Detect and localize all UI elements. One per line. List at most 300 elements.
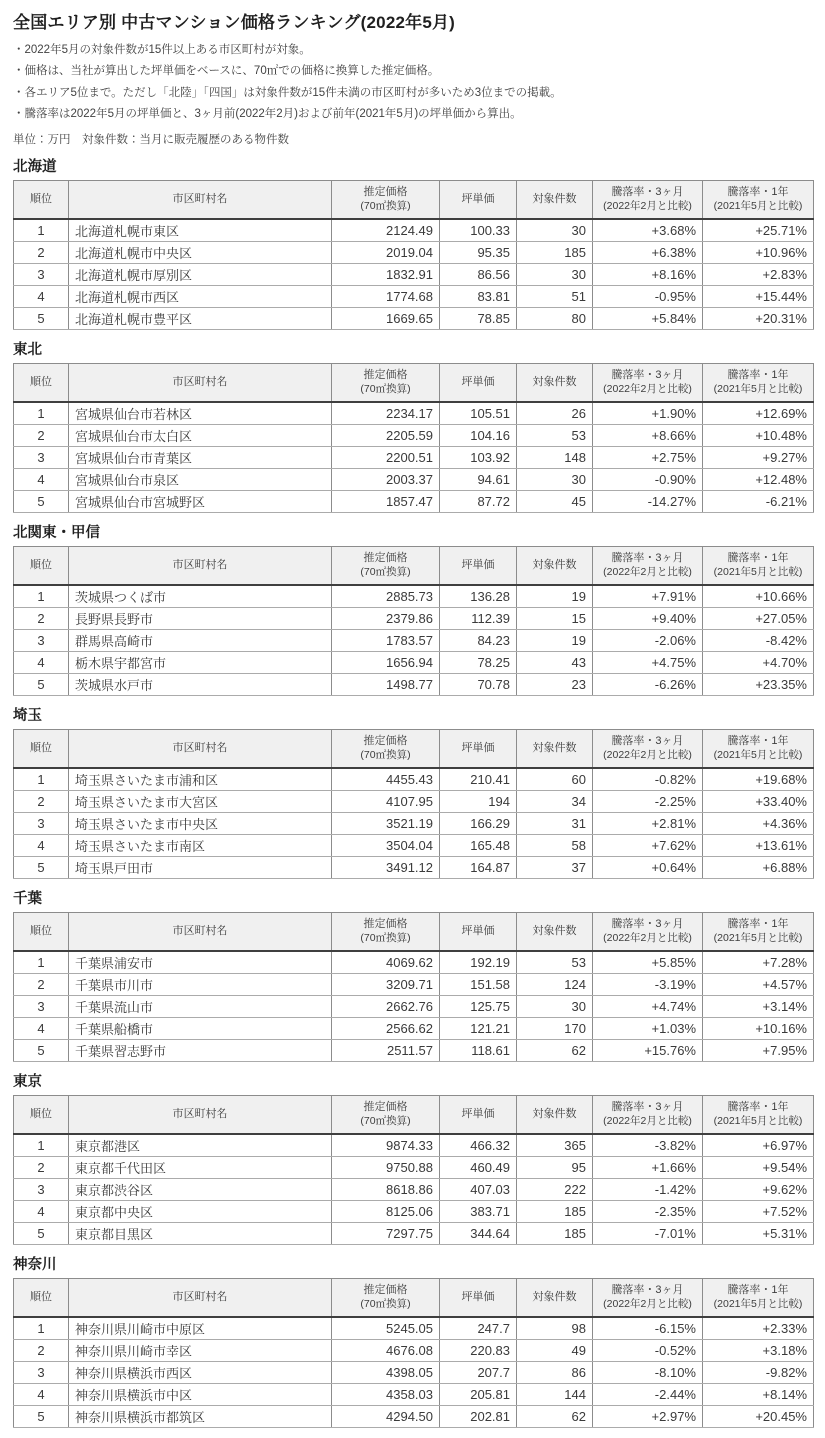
column-header-change_1y: 騰落率・1年 (2021年5月と比較) (703, 363, 814, 402)
region-title: 埼玉 (13, 707, 42, 724)
cell-count: 15 (517, 607, 593, 629)
cell-change_1y: +15.44% (703, 285, 814, 307)
cell-name: 東京都渋谷区 (69, 1178, 332, 1200)
table-row (14, 1339, 814, 1361)
table-row (14, 1039, 814, 1061)
column-header-name: 市区町村名 (69, 912, 332, 951)
cell-name: 神奈川県横浜市西区 (69, 1361, 332, 1383)
cell-count: 31 (517, 812, 593, 834)
cell-change_1y: +20.45% (703, 1405, 814, 1427)
header-row (14, 1095, 814, 1134)
cell-count: 86 (517, 1361, 593, 1383)
cell-price: 3209.71 (332, 973, 440, 995)
cell-count: 58 (517, 834, 593, 856)
cell-rank: 1 (14, 1134, 69, 1157)
cell-change_1y: +25.71% (703, 219, 814, 242)
cell-tsubo: 84.23 (440, 629, 517, 651)
cell-rank: 3 (14, 629, 69, 651)
table-row (14, 856, 814, 878)
cell-tsubo: 210.41 (440, 768, 517, 791)
cell-name: 東京都中央区 (69, 1200, 332, 1222)
cell-tsubo: 192.19 (440, 951, 517, 974)
column-header-change_3m: 騰落率・3ヶ月 (2022年2月と比較) (593, 729, 703, 768)
cell-name: 北海道札幌市豊平区 (69, 307, 332, 329)
cell-change_3m: +1.90% (593, 402, 703, 425)
cell-change_1y: +6.97% (703, 1134, 814, 1157)
cell-tsubo: 165.48 (440, 834, 517, 856)
column-header-change_3m: 騰落率・3ヶ月 (2022年2月と比較) (593, 363, 703, 402)
column-header-change_1y: 騰落率・1年 (2021年5月と比較) (703, 729, 814, 768)
cell-tsubo: 94.61 (440, 468, 517, 490)
cell-change_3m: +6.38% (593, 241, 703, 263)
table-row (14, 1017, 814, 1039)
cell-tsubo: 164.87 (440, 856, 517, 878)
region-title: 東北 (13, 341, 42, 358)
table-row (14, 219, 814, 242)
cell-price: 9750.88 (332, 1156, 440, 1178)
cell-tsubo: 105.51 (440, 402, 517, 425)
cell-rank: 1 (14, 402, 69, 425)
cell-count: 30 (517, 219, 593, 242)
cell-name: 神奈川県横浜市中区 (69, 1383, 332, 1405)
cell-tsubo: 151.58 (440, 973, 517, 995)
cell-rank: 5 (14, 673, 69, 695)
region-title: 北海道 (13, 158, 57, 175)
table-row (14, 790, 814, 812)
table-row (14, 812, 814, 834)
cell-name: 北海道札幌市厚別区 (69, 263, 332, 285)
cell-name: 神奈川県川崎市幸区 (69, 1339, 332, 1361)
cell-change_3m: -2.06% (593, 629, 703, 651)
cell-change_3m: +5.84% (593, 307, 703, 329)
ranking-table (13, 1095, 814, 1245)
cell-count: 98 (517, 1317, 593, 1340)
cell-change_1y: -8.42% (703, 629, 814, 651)
cell-change_1y: +9.54% (703, 1156, 814, 1178)
cell-rank: 4 (14, 651, 69, 673)
cell-change_3m: +15.76% (593, 1039, 703, 1061)
table-row (14, 468, 814, 490)
column-header-tsubo: 坪単価 (440, 363, 517, 402)
column-header-count: 対象件数 (517, 729, 593, 768)
cell-rank: 5 (14, 307, 69, 329)
column-header-rank: 順位 (14, 729, 69, 768)
table-row (14, 285, 814, 307)
cell-change_1y: +33.40% (703, 790, 814, 812)
cell-change_3m: +8.16% (593, 263, 703, 285)
cell-price: 1774.68 (332, 285, 440, 307)
cell-rank: 2 (14, 1339, 69, 1361)
cell-name: 茨城県つくば市 (69, 585, 332, 608)
cell-name: 千葉県浦安市 (69, 951, 332, 974)
cell-name: 北海道札幌市西区 (69, 285, 332, 307)
column-header-change_1y: 騰落率・1年 (2021年5月と比較) (703, 180, 814, 219)
column-header-change_3m: 騰落率・3ヶ月 (2022年2月と比較) (593, 1278, 703, 1317)
cell-name: 埼玉県さいたま市南区 (69, 834, 332, 856)
table-row (14, 1405, 814, 1427)
cell-change_3m: +9.40% (593, 607, 703, 629)
cell-name: 長野県長野市 (69, 607, 332, 629)
header-row (14, 912, 814, 951)
cell-change_1y: +4.57% (703, 973, 814, 995)
cell-change_1y: +2.83% (703, 263, 814, 285)
header-row (14, 363, 814, 402)
cell-change_3m: -3.82% (593, 1134, 703, 1157)
cell-change_3m: -1.42% (593, 1178, 703, 1200)
cell-change_3m: +4.75% (593, 651, 703, 673)
cell-change_3m: -0.90% (593, 468, 703, 490)
cell-change_3m: +5.85% (593, 951, 703, 974)
cell-rank: 1 (14, 1317, 69, 1340)
table-row (14, 490, 814, 512)
cell-rank: 4 (14, 468, 69, 490)
note-item: ・2022年5月の対象件数が15件以上ある市区町村が対象。 (13, 44, 311, 56)
cell-name: 北海道札幌市東区 (69, 219, 332, 242)
cell-price: 2566.62 (332, 1017, 440, 1039)
column-header-name: 市区町村名 (69, 1278, 332, 1317)
cell-count: 124 (517, 973, 593, 995)
cell-change_1y: +13.61% (703, 834, 814, 856)
cell-name: 茨城県水戸市 (69, 673, 332, 695)
table-row (14, 973, 814, 995)
cell-count: 43 (517, 651, 593, 673)
region-section (13, 155, 813, 330)
cell-tsubo: 112.39 (440, 607, 517, 629)
cell-rank: 4 (14, 285, 69, 307)
cell-tsubo: 70.78 (440, 673, 517, 695)
column-header-change_1y: 騰落率・1年 (2021年5月と比較) (703, 912, 814, 951)
cell-name: 北海道札幌市中央区 (69, 241, 332, 263)
cell-price: 2885.73 (332, 585, 440, 608)
cell-price: 1498.77 (332, 673, 440, 695)
header-row (14, 180, 814, 219)
column-header-name: 市区町村名 (69, 363, 332, 402)
table-row (14, 629, 814, 651)
cell-change_3m: -6.15% (593, 1317, 703, 1340)
cell-change_3m: +1.66% (593, 1156, 703, 1178)
cell-change_3m: -2.44% (593, 1383, 703, 1405)
table-row (14, 673, 814, 695)
column-header-rank: 順位 (14, 546, 69, 585)
cell-rank: 2 (14, 607, 69, 629)
cell-change_3m: +7.62% (593, 834, 703, 856)
cell-name: 神奈川県横浜市都筑区 (69, 1405, 332, 1427)
column-header-tsubo: 坪単価 (440, 912, 517, 951)
cell-name: 千葉県市川市 (69, 973, 332, 995)
cell-rank: 1 (14, 219, 69, 242)
cell-price: 4107.95 (332, 790, 440, 812)
region-title: 千葉 (13, 890, 42, 907)
cell-name: 千葉県船橋市 (69, 1017, 332, 1039)
cell-count: 62 (517, 1039, 593, 1061)
cell-change_1y: -6.21% (703, 490, 814, 512)
cell-count: 185 (517, 1222, 593, 1244)
cell-name: 栃木県宇都宮市 (69, 651, 332, 673)
cell-change_3m: -8.10% (593, 1361, 703, 1383)
cell-rank: 3 (14, 263, 69, 285)
cell-price: 1832.91 (332, 263, 440, 285)
header-row (14, 1278, 814, 1317)
column-header-change_3m: 騰落率・3ヶ月 (2022年2月と比較) (593, 1095, 703, 1134)
cell-count: 19 (517, 585, 593, 608)
cell-change_3m: +4.74% (593, 995, 703, 1017)
cell-tsubo: 121.21 (440, 1017, 517, 1039)
region-section (13, 887, 813, 1062)
cell-change_1y: +12.69% (703, 402, 814, 425)
cell-rank: 5 (14, 1405, 69, 1427)
cell-rank: 4 (14, 1200, 69, 1222)
cell-rank: 5 (14, 856, 69, 878)
cell-tsubo: 247.7 (440, 1317, 517, 1340)
cell-price: 2003.37 (332, 468, 440, 490)
cell-change_1y: +10.16% (703, 1017, 814, 1039)
cell-price: 3504.04 (332, 834, 440, 856)
column-header-count: 対象件数 (517, 1095, 593, 1134)
column-header-count: 対象件数 (517, 363, 593, 402)
note-item: ・各エリア5位まで。ただし「北陸」「四国」は対象件数が15件未満の市区町村が多いため3位までの掲載。 (13, 86, 562, 99)
table-row (14, 424, 814, 446)
cell-price: 9874.33 (332, 1134, 440, 1157)
cell-change_3m: +2.81% (593, 812, 703, 834)
cell-rank: 4 (14, 1383, 69, 1405)
cell-change_3m: -14.27% (593, 490, 703, 512)
cell-name: 群馬県高崎市 (69, 629, 332, 651)
cell-price: 2124.49 (332, 219, 440, 242)
cell-price: 4294.50 (332, 1405, 440, 1427)
cell-change_1y: +19.68% (703, 768, 814, 791)
cell-change_1y: +27.05% (703, 607, 814, 629)
cell-tsubo: 136.28 (440, 585, 517, 608)
cell-rank: 3 (14, 995, 69, 1017)
region-section (13, 521, 813, 696)
unit-line: 単位：万円 対象件数：当月に販売履歴のある物件数 (13, 133, 289, 146)
column-header-rank: 順位 (14, 1095, 69, 1134)
region-title: 東京 (13, 1073, 42, 1090)
column-header-change_1y: 騰落率・1年 (2021年5月と比較) (703, 1278, 814, 1317)
cell-count: 51 (517, 285, 593, 307)
cell-change_1y: +5.31% (703, 1222, 814, 1244)
cell-tsubo: 118.61 (440, 1039, 517, 1061)
cell-rank: 3 (14, 1178, 69, 1200)
cell-change_1y: +23.35% (703, 673, 814, 695)
cell-change_1y: +7.95% (703, 1039, 814, 1061)
cell-name: 埼玉県さいたま市中央区 (69, 812, 332, 834)
cell-change_3m: -3.19% (593, 973, 703, 995)
cell-rank: 3 (14, 812, 69, 834)
table-row (14, 995, 814, 1017)
cell-change_1y: +12.48% (703, 468, 814, 490)
cell-price: 1656.94 (332, 651, 440, 673)
column-header-price: 推定価格 (70㎡換算) (332, 180, 440, 219)
cell-change_3m: +2.97% (593, 1405, 703, 1427)
table-row (14, 402, 814, 425)
cell-price: 5245.05 (332, 1317, 440, 1340)
cell-tsubo: 407.03 (440, 1178, 517, 1200)
cell-change_3m: +7.91% (593, 585, 703, 608)
cell-price: 2234.17 (332, 402, 440, 425)
cell-change_1y: +3.18% (703, 1339, 814, 1361)
cell-name: 千葉県習志野市 (69, 1039, 332, 1061)
cell-price: 4398.05 (332, 1361, 440, 1383)
header-row (14, 546, 814, 585)
cell-change_1y: +6.88% (703, 856, 814, 878)
cell-tsubo: 220.83 (440, 1339, 517, 1361)
cell-price: 4358.03 (332, 1383, 440, 1405)
column-header-change_3m: 騰落率・3ヶ月 (2022年2月と比較) (593, 912, 703, 951)
cell-count: 53 (517, 951, 593, 974)
column-header-count: 対象件数 (517, 546, 593, 585)
cell-rank: 4 (14, 1017, 69, 1039)
cell-rank: 2 (14, 241, 69, 263)
cell-rank: 1 (14, 951, 69, 974)
cell-rank: 5 (14, 1222, 69, 1244)
cell-tsubo: 103.92 (440, 446, 517, 468)
cell-tsubo: 104.16 (440, 424, 517, 446)
table-row (14, 1134, 814, 1157)
cell-change_1y: +8.14% (703, 1383, 814, 1405)
region-section (13, 704, 813, 879)
column-header-rank: 順位 (14, 912, 69, 951)
cell-tsubo: 207.7 (440, 1361, 517, 1383)
region-section (13, 338, 813, 513)
cell-change_1y: +9.62% (703, 1178, 814, 1200)
column-header-change_3m: 騰落率・3ヶ月 (2022年2月と比較) (593, 546, 703, 585)
table-row (14, 651, 814, 673)
ranking-table (13, 363, 814, 513)
column-header-name: 市区町村名 (69, 729, 332, 768)
cell-count: 53 (517, 424, 593, 446)
cell-price: 3491.12 (332, 856, 440, 878)
cell-change_3m: +8.66% (593, 424, 703, 446)
cell-change_1y: +10.96% (703, 241, 814, 263)
column-header-tsubo: 坪単価 (440, 1095, 517, 1134)
column-header-rank: 順位 (14, 1278, 69, 1317)
region-section (13, 1253, 813, 1428)
cell-price: 8125.06 (332, 1200, 440, 1222)
table-row (14, 1317, 814, 1340)
cell-tsubo: 344.64 (440, 1222, 517, 1244)
region-section (13, 1070, 813, 1245)
cell-price: 4069.62 (332, 951, 440, 974)
table-row (14, 1361, 814, 1383)
cell-tsubo: 460.49 (440, 1156, 517, 1178)
cell-name: 宮城県仙台市宮城野区 (69, 490, 332, 512)
cell-tsubo: 194 (440, 790, 517, 812)
cell-count: 144 (517, 1383, 593, 1405)
region-title: 神奈川 (13, 1256, 57, 1273)
header-row (14, 729, 814, 768)
cell-change_3m: -6.26% (593, 673, 703, 695)
ranking-table (13, 546, 814, 696)
cell-price: 2379.86 (332, 607, 440, 629)
cell-count: 148 (517, 446, 593, 468)
cell-name: 埼玉県さいたま市浦和区 (69, 768, 332, 791)
cell-name: 東京都千代田区 (69, 1156, 332, 1178)
cell-tsubo: 166.29 (440, 812, 517, 834)
column-header-name: 市区町村名 (69, 180, 332, 219)
cell-count: 185 (517, 1200, 593, 1222)
cell-rank: 2 (14, 973, 69, 995)
cell-change_1y: +2.33% (703, 1317, 814, 1340)
cell-change_1y: +10.66% (703, 585, 814, 608)
cell-count: 222 (517, 1178, 593, 1200)
cell-tsubo: 86.56 (440, 263, 517, 285)
cell-tsubo: 205.81 (440, 1383, 517, 1405)
cell-count: 30 (517, 468, 593, 490)
column-header-name: 市区町村名 (69, 546, 332, 585)
cell-change_1y: +4.36% (703, 812, 814, 834)
cell-change_3m: -2.25% (593, 790, 703, 812)
region-sections (13, 155, 813, 1428)
cell-name: 埼玉県さいたま市大宮区 (69, 790, 332, 812)
column-header-price: 推定価格 (70㎡換算) (332, 729, 440, 768)
cell-price: 2205.59 (332, 424, 440, 446)
cell-tsubo: 87.72 (440, 490, 517, 512)
cell-name: 埼玉県戸田市 (69, 856, 332, 878)
cell-rank: 3 (14, 446, 69, 468)
table-row (14, 1383, 814, 1405)
cell-change_1y: +9.27% (703, 446, 814, 468)
column-header-price: 推定価格 (70㎡換算) (332, 363, 440, 402)
cell-change_1y: +7.52% (703, 1200, 814, 1222)
column-header-name: 市区町村名 (69, 1095, 332, 1134)
note-item: ・騰落率は2022年5月の坪単価と、3ヶ月前(2022年2月)および前年(2021年5月)の坪単価から算出。 (13, 108, 522, 121)
cell-rank: 2 (14, 424, 69, 446)
column-header-change_1y: 騰落率・1年 (2021年5月と比較) (703, 546, 814, 585)
cell-count: 23 (517, 673, 593, 695)
table-row (14, 241, 814, 263)
cell-price: 8618.86 (332, 1178, 440, 1200)
cell-change_3m: -0.82% (593, 768, 703, 791)
cell-change_3m: +1.03% (593, 1017, 703, 1039)
table-row (14, 585, 814, 608)
column-header-count: 対象件数 (517, 1278, 593, 1317)
cell-count: 60 (517, 768, 593, 791)
table-row (14, 951, 814, 974)
cell-tsubo: 95.35 (440, 241, 517, 263)
ranking-table (13, 729, 814, 879)
cell-count: 185 (517, 241, 593, 263)
cell-change_3m: -7.01% (593, 1222, 703, 1244)
cell-rank: 1 (14, 585, 69, 608)
cell-count: 49 (517, 1339, 593, 1361)
column-header-rank: 順位 (14, 363, 69, 402)
cell-price: 1783.57 (332, 629, 440, 651)
column-header-price: 推定価格 (70㎡換算) (332, 546, 440, 585)
cell-price: 1857.47 (332, 490, 440, 512)
cell-tsubo: 202.81 (440, 1405, 517, 1427)
column-header-rank: 順位 (14, 180, 69, 219)
column-header-price: 推定価格 (70㎡換算) (332, 1278, 440, 1317)
cell-price: 4455.43 (332, 768, 440, 791)
cell-rank: 5 (14, 1039, 69, 1061)
cell-tsubo: 78.85 (440, 307, 517, 329)
cell-count: 365 (517, 1134, 593, 1157)
table-row (14, 768, 814, 791)
cell-change_3m: +0.64% (593, 856, 703, 878)
cell-change_1y: -9.82% (703, 1361, 814, 1383)
notes-list (13, 43, 813, 122)
cell-price: 3521.19 (332, 812, 440, 834)
column-header-tsubo: 坪単価 (440, 729, 517, 768)
cell-change_3m: +2.75% (593, 446, 703, 468)
cell-name: 神奈川県川崎市中原区 (69, 1317, 332, 1340)
cell-change_3m: -0.52% (593, 1339, 703, 1361)
column-header-price: 推定価格 (70㎡換算) (332, 1095, 440, 1134)
cell-price: 7297.75 (332, 1222, 440, 1244)
cell-name: 千葉県流山市 (69, 995, 332, 1017)
cell-change_1y: +7.28% (703, 951, 814, 974)
